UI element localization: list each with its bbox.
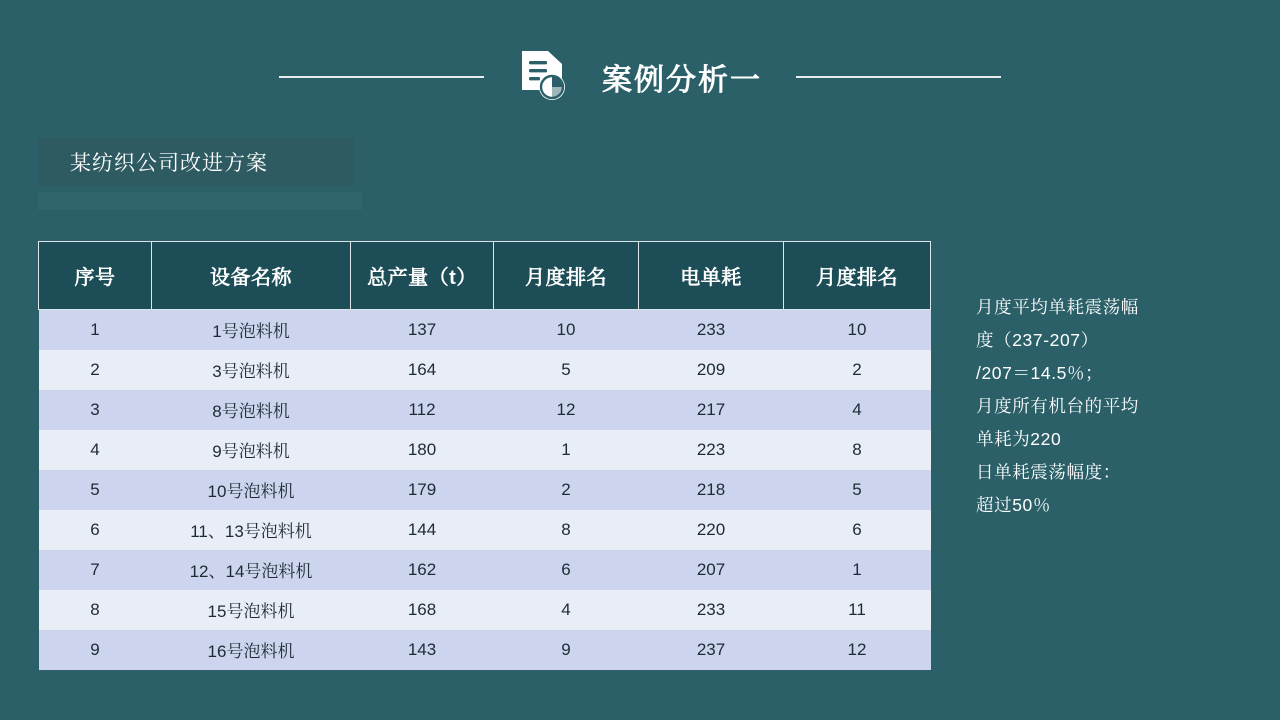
table-cell: 10: [494, 310, 639, 350]
table-cell: 6: [494, 550, 639, 590]
table-header: [39, 242, 931, 310]
section-label-underbar: [38, 192, 362, 210]
table-cell: 179: [351, 470, 494, 510]
table-cell: 2: [494, 470, 639, 510]
table-cell: 168: [351, 590, 494, 630]
side-annotation-line: 度（237-207）: [976, 330, 1099, 350]
table-row: [39, 350, 931, 390]
table-row: [39, 310, 931, 350]
table-cell: 217: [639, 390, 784, 430]
column-header: 序号: [39, 242, 152, 310]
table-cell: 9: [39, 630, 152, 670]
table-row: [39, 550, 931, 590]
table-cell: 3号泡料机: [152, 350, 351, 390]
section-label: [38, 138, 354, 186]
header-rule-left: [279, 76, 484, 78]
table-header-row: [39, 242, 931, 310]
section-label-text: 某纺织公司改进方案: [70, 152, 268, 175]
header-rule-right: [796, 76, 1001, 78]
column-header: 月度排名: [784, 242, 931, 310]
table-cell: 6: [784, 510, 931, 550]
table-cell: 237: [639, 630, 784, 670]
table-cell: 207: [639, 550, 784, 590]
table-cell: 1: [39, 310, 152, 350]
table-cell: 137: [351, 310, 494, 350]
table-cell: 16号泡料机: [152, 630, 351, 670]
table-cell: 10号泡料机: [152, 470, 351, 510]
table-body: [39, 310, 931, 670]
table-cell: 15号泡料机: [152, 590, 351, 630]
table-cell: 1号泡料机: [152, 310, 351, 350]
table-cell: 8号泡料机: [152, 390, 351, 430]
table-cell: 12: [784, 630, 931, 670]
table-cell: 112: [351, 390, 494, 430]
table-cell: 9号泡料机: [152, 430, 351, 470]
table-row: [39, 470, 931, 510]
table-cell: 9: [494, 630, 639, 670]
table-cell: 223: [639, 430, 784, 470]
document-report-icon: [518, 49, 568, 105]
data-table: [38, 241, 931, 670]
column-header: 月度排名: [494, 242, 639, 310]
side-annotation: [976, 291, 1248, 522]
table-cell: 2: [784, 350, 931, 390]
table-cell: 233: [639, 310, 784, 350]
table-cell: 7: [39, 550, 152, 590]
side-annotation-line: /207＝14.5％；: [976, 363, 1104, 383]
table-cell: 8: [494, 510, 639, 550]
table-cell: 5: [494, 350, 639, 390]
table-cell: 143: [351, 630, 494, 670]
table-cell: 5: [784, 470, 931, 510]
table-cell: 12、14号泡料机: [152, 550, 351, 590]
side-annotation-line: 单耗为220: [976, 429, 1062, 449]
table-cell: 1: [784, 550, 931, 590]
table-cell: 3: [39, 390, 152, 430]
table-cell: 4: [784, 390, 931, 430]
table-row: [39, 510, 931, 550]
table-cell: 1: [494, 430, 639, 470]
table-cell: 162: [351, 550, 494, 590]
table-cell: 11、13号泡料机: [152, 510, 351, 550]
table-cell: 11: [784, 590, 931, 630]
page-title: 案例分析一: [602, 64, 762, 97]
table-cell: 12: [494, 390, 639, 430]
table-cell: 8: [784, 430, 931, 470]
table-cell: 220: [639, 510, 784, 550]
table-cell: 4: [39, 430, 152, 470]
table-cell: 4: [494, 590, 639, 630]
column-header: 总产量（t）: [351, 242, 494, 310]
table-cell: 180: [351, 430, 494, 470]
data-table-container: [38, 241, 930, 670]
table-cell: 164: [351, 350, 494, 390]
column-header: 电单耗: [639, 242, 784, 310]
table-cell: 2: [39, 350, 152, 390]
table-row: [39, 630, 931, 670]
table-row: [39, 390, 931, 430]
table-cell: 5: [39, 470, 152, 510]
table-row: [39, 430, 931, 470]
table-cell: 209: [639, 350, 784, 390]
side-annotation-line: 月度所有机台的平均: [976, 396, 1139, 416]
column-header: 设备名称: [152, 242, 351, 310]
side-annotation-line: 超过50％: [976, 495, 1051, 515]
table-cell: 6: [39, 510, 152, 550]
table-cell: 8: [39, 590, 152, 630]
side-annotation-line: 日单耗震荡幅度：: [976, 462, 1121, 482]
side-annotation-line: 月度平均单耗震荡幅: [976, 297, 1139, 317]
table-cell: 233: [639, 590, 784, 630]
slide-header: [0, 44, 1280, 110]
table-row: [39, 590, 931, 630]
table-cell: 218: [639, 470, 784, 510]
table-cell: 144: [351, 510, 494, 550]
table-cell: 10: [784, 310, 931, 350]
